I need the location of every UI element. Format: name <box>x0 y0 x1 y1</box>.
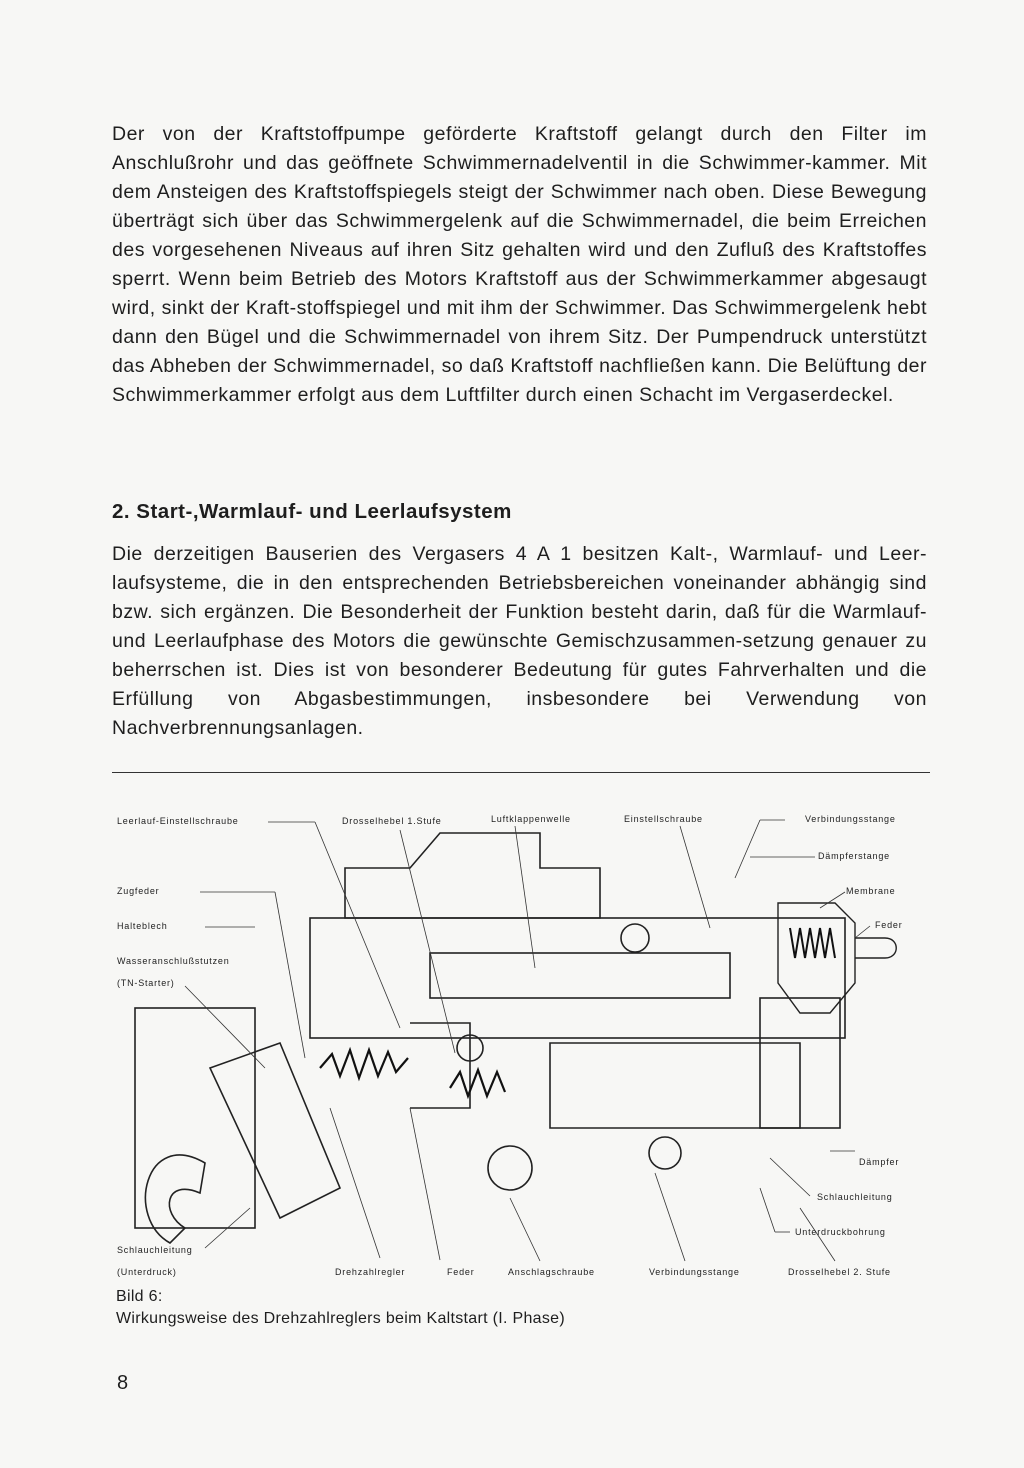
page-number: 8 <box>117 1372 129 1394</box>
label-verbindungsstange-top: Verbindungsstange <box>805 814 896 824</box>
label-drosselhebel-1-stufe: Drosselhebel 1.Stufe <box>342 816 442 826</box>
leader-lines <box>185 820 870 1261</box>
label-zugfeder: Zugfeder <box>117 886 160 896</box>
dashpot-spring <box>790 928 835 958</box>
section-heading: 2. Start-,Warmlauf- und Leerlaufsystem <box>112 500 512 523</box>
label-wasseranschlussstutzen: Wasseranschlußstutzen <box>117 956 230 966</box>
label-anschlagschraube: Anschlagschraube <box>508 1267 595 1277</box>
label-unterdruckbohrung: Unterdruckbohrung <box>795 1227 886 1237</box>
label-schlauchleitung-left: Schlauchleitung <box>117 1245 193 1255</box>
vacuum-unit <box>145 924 681 1243</box>
diagram-labels <box>117 814 903 1277</box>
figure-caption-text: Wirkungsweise des Drehzahlreglers beim Kaltstart (I. Phase) <box>116 1310 565 1327</box>
horizontal-divider <box>112 772 930 773</box>
label-feder-bottom: Feder <box>447 1267 475 1277</box>
figure-caption-number: Bild 6: <box>116 1288 163 1305</box>
label-tn-starter: (TN-Starter) <box>117 978 175 988</box>
label-einstellschraube: Einstellschraube <box>624 814 703 824</box>
label-feder-right: Feder <box>875 920 903 930</box>
label-luftklappenwelle: Luftklappenwelle <box>491 814 571 824</box>
label-daempferstange: Dämpferstange <box>818 851 890 861</box>
label-membrane: Membrane <box>846 886 896 896</box>
label-verbindungsstange-bottom: Verbindungsstange <box>649 1267 740 1277</box>
carburetor-diagram <box>110 808 910 1283</box>
label-drosselhebel-2-stufe: Drosselhebel 2. Stufe <box>788 1267 891 1277</box>
body-paragraph-start-system: Die derzeitigen Bauserien des Vergasers 4 A 1 besitzen Kalt-, Warmlauf- und Leer-laufsysteme, die in den entsprechenden Betriebsbereichen voneinander abhängig sind bzw. sich ergänzen. Die Besonderheit der Funktion besteht darin, daß für die Warmlauf- und Leerlaufphase des Motors die gewünschte Gemischzusammen-setzung genauer zu beherrschen ist. Dies ist von besonderer Bedeutung für gutes Fahrverhalten und die Erfüllung von Abgasbestimmungen, insbesondere bei Verwendung von Nachverbrennungsanlagen. <box>112 543 927 739</box>
label-leerlauf-einstellschraube: Leerlauf-Einstellschraube <box>117 816 239 826</box>
label-halteblech: Halteblech <box>117 921 168 931</box>
label-unterdruck: (Unterdruck) <box>117 1267 177 1277</box>
label-daempfer: Dämpfer <box>859 1157 900 1167</box>
label-schlauchleitung-right: Schlauchleitung <box>817 1192 893 1202</box>
body-paragraph-float-system: Der von der Kraftstoffpumpe geförderte Kraftstoff gelangt durch den Filter im Anschlußrohr und das geöffnete Schwimmernadelventil in die Schwimmer-kammer. Mit dem Ansteigen des Kraftstoffspiegels steigt der Schwimmer nach oben. Diese Bewegung überträgt sich über das Schwimmergelenk auf die Schwimmernadel, die beim Erreichen des vorgesehenen Niveaus auf ihren Sitz gehalten wird und den Zufluß des Kraftstoffes sperrt. Wenn beim Betrieb des Motors Kraftstoff aus der Schwimmerkammer abgesaugt wird, sinkt der Kraft-stoffspiegel und mit ihm der Schwimmer. Das Schwimmergelenk hebt dann den Bügel und die Schwimmernadel von ihrem Sitz. Der Pumpendruck unterstützt das Abheben der Schwimmernadel, so daß Kraftstoff nachfließen kann. Die Belüftung der Schwimmerkammer erfolgt aus dem Luftfilter durch einen Schacht im Vergaserdeckel. <box>112 123 927 406</box>
label-drehzahlregler: Drehzahlregler <box>335 1267 406 1277</box>
speed-regulator-spring <box>320 1050 505 1096</box>
